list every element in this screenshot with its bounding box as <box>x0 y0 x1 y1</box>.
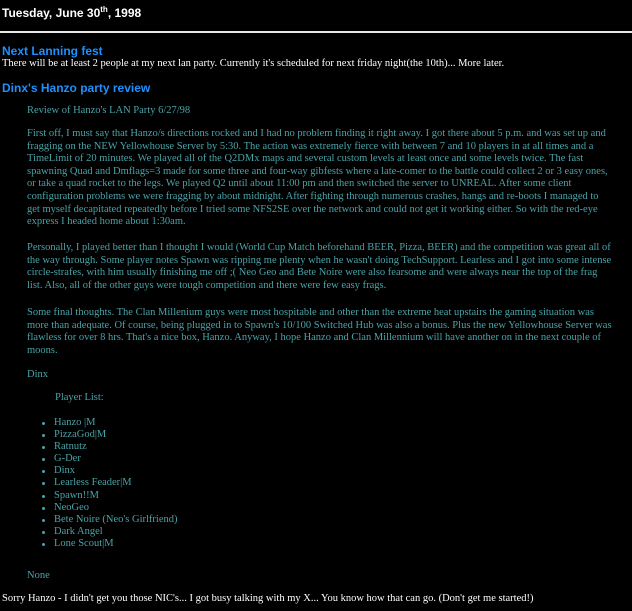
post-date-day: Tuesday, June 30 <box>2 6 101 20</box>
post-date-year: , 1998 <box>107 6 142 20</box>
review-author: Dinx <box>27 369 48 380</box>
post-date <box>2 6 141 20</box>
review-paragraph-1 <box>27 128 613 229</box>
post-date-ordinal: th <box>100 5 108 14</box>
none-label: None <box>27 570 50 581</box>
list-item: Dinx <box>42 465 177 477</box>
list-item: Ratnutz <box>42 441 177 453</box>
list-item: G-Der <box>42 453 177 465</box>
list-item: Learless Feader|M <box>42 477 177 489</box>
news-heading: Next Lanning fest <box>2 44 103 58</box>
list-item: PizzaGod|M <box>42 429 177 441</box>
header-divider <box>0 31 632 33</box>
review-paragraph-2 <box>27 242 613 292</box>
news-body: There will be at least 2 people at my next lan party. Currently it's scheduled for next friday night(the 10th)... More later. <box>2 58 505 69</box>
review-paragraph-3 <box>27 307 613 357</box>
review-paragraph-3-text: Some final thoughts. The Clan Millenium guys were most hospitable and other than the extreme heat upstairs the gaming situation was more than adequate. Of course, being plugged in to Spawn's 10/100 Switched Hub was also a bonus. Plus the new Yellowhouse Server was flawless for over 8 hrs. That's a nice box, Hanzo. Anyway, I hope Hanzo and Clan Millennium will have another on in the next couple of moons. <box>27 307 612 356</box>
player-list-label: Player List: <box>55 392 104 403</box>
review-heading: Dinx's Hanzo party review <box>2 81 151 95</box>
list-item: Spawn!!M <box>42 490 177 502</box>
list-item: Dark Angel <box>42 526 177 538</box>
list-item: Lone Scout|M <box>42 538 177 550</box>
review-paragraph-1-text: First off, I must say that Hanzo/s directions rocked and I had no problem finding it right away. I got there about 5 p.m. and was set up and fragging on the NEW Yellowhouse Server by 5:30. The action was extremely fierce with between 7 and 10 players in at all times and a TimeLimit of 20 minutes. We played all of the Q2DMx maps and several custom levels at least once and some levels twice. The fast spawning Quad and Dmflags=3 made for some three and four-way gibfests where a late-comer to the battle could collect 2 or 3 easy ones, or take a quad rocket to the legs. We played Q2 until about 11:00 pm and then switched the server to UNREAL. After some client configuration problems we were fragging by about midnight. After fighting through numerous crashes, hangs and re-boots I managed to get myself decapitated repeatedly before I tried some NFS2SE over the network and could not get it working either. So with the red-eye express I headed home about 1:30am. <box>27 128 608 228</box>
list-item: Bete Noire (Neo's Girlfriend) <box>42 514 177 526</box>
player-list <box>42 417 177 550</box>
review-title: Review of Hanzo's LAN Party 6/27/98 <box>27 105 191 116</box>
list-item: NeoGeo <box>42 502 177 514</box>
footer-note: Sorry Hanzo - I didn't get you those NIC's... I got busy talking with my X... You know how that can go. (Don't get me started!) <box>2 593 534 604</box>
review-paragraph-2-text: Personally, I played better than I thought I would (World Cup Match beforehand BEER, Pizza, BEER) and the competition was great all of the way through. Some player notes Spawn was ripping me plenty when he wasn't doing TechSupport. Learless and I got into some intense circle-strafes, with him usually finishing me off ;( Neo Geo and Bete Noire were also fearsome and were always near the top of the frag list. Also, all of the other guys were tough competition and there were few easy frags. <box>27 242 612 291</box>
list-item: Hanzo |M <box>42 417 177 429</box>
